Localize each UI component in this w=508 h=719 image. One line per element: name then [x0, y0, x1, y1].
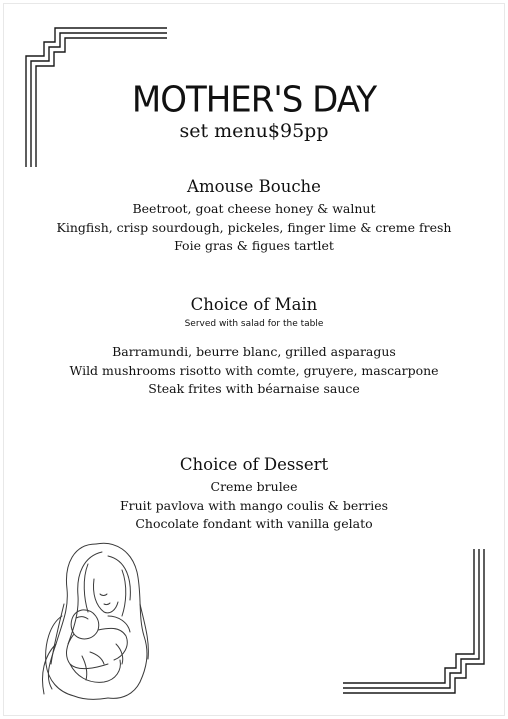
item-list	[4, 478, 504, 534]
menu-subtitle: set menu$95pp	[179, 120, 329, 142]
section-note: Served with salad for the table	[184, 319, 324, 329]
menu-item: Kingfish, crisp sourdough, pickeles, finger lime & creme fresh	[56, 219, 452, 235]
menu-item: Wild mushrooms risotto with comte, gruyere, mascarpone	[69, 362, 439, 378]
section-choice-of-dessert	[4, 454, 504, 534]
menu-item: Barramundi, beurre blanc, grilled asparagus	[112, 344, 396, 359]
section-heading: Choice of Dessert	[179, 455, 329, 474]
menu-item: Chocolate fondant with vanilla gelato	[135, 516, 373, 531]
item-list	[4, 343, 504, 399]
menu-item: Fruit pavlova with mango coulis & berries	[119, 497, 389, 513]
menu-item: Beetroot, goat cheese honey & walnut	[132, 201, 376, 216]
section-amouse-bouche	[4, 176, 504, 256]
menu-item: Foie gras & figues tartlet	[174, 238, 334, 253]
menu-title: MOTHER'S DAY	[131, 79, 377, 121]
section-choice-of-main	[4, 294, 504, 399]
menu-item: Steak frites with béarnaise sauce	[148, 381, 360, 396]
section-heading: Choice of Main	[190, 295, 318, 314]
menu-page	[4, 4, 504, 715]
menu-item: Creme brulee	[210, 479, 298, 494]
item-list	[4, 200, 504, 256]
section-heading: Amouse Bouche	[187, 177, 321, 196]
